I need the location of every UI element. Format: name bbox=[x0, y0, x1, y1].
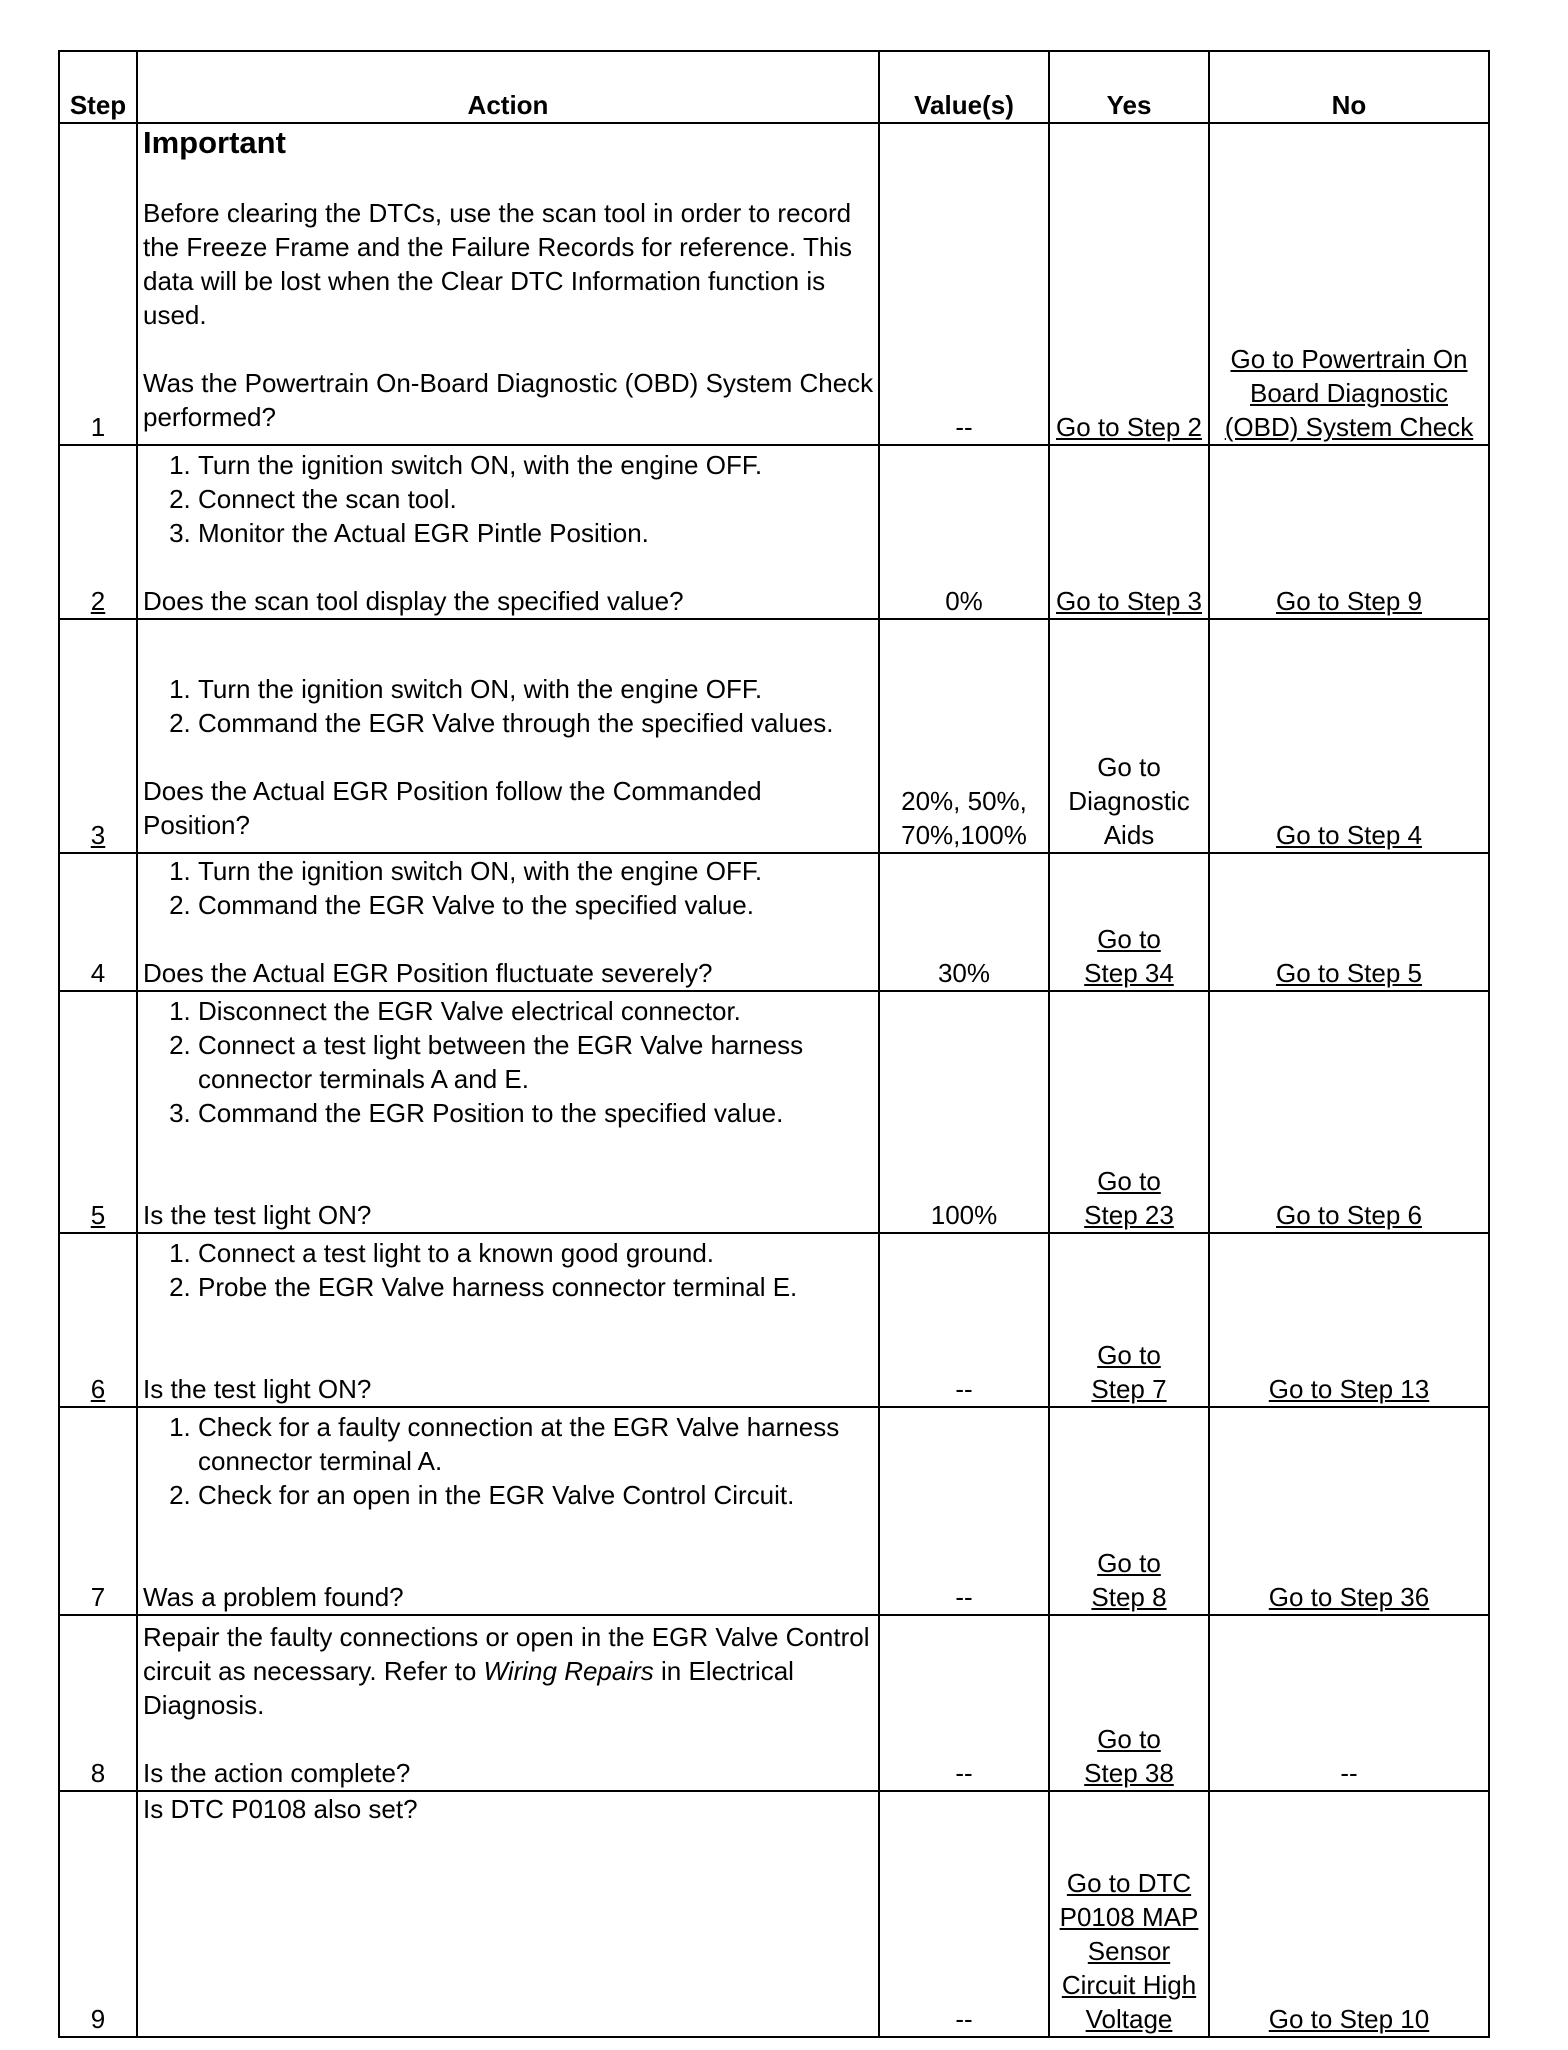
action-cell bbox=[137, 1791, 879, 2037]
action-steps bbox=[143, 1410, 874, 1512]
repair-instructions bbox=[143, 1620, 874, 1722]
step-number: 4 bbox=[59, 853, 137, 991]
step-number-link[interactable]: 2 bbox=[59, 445, 137, 619]
action-cell bbox=[137, 445, 879, 619]
table-header-row bbox=[59, 51, 1489, 123]
no-link[interactable]: Go to Step 36 bbox=[1209, 1407, 1489, 1615]
action-step: 1. Turn the ignition switch ON, with the engine OFF. bbox=[198, 448, 874, 482]
action-steps bbox=[143, 448, 874, 550]
action-step: 3. Monitor the Actual EGR Pintle Position. bbox=[198, 516, 874, 550]
yes-link[interactable]: Go to Step 8 bbox=[1049, 1407, 1209, 1615]
action-steps bbox=[143, 994, 874, 1130]
question-text: Was a problem found? bbox=[143, 1582, 404, 1612]
value-cell: 100% bbox=[879, 991, 1049, 1233]
action-steps bbox=[143, 854, 874, 922]
action-steps bbox=[143, 672, 874, 740]
repair-text-end: in Electrical Diagnosis. bbox=[143, 1656, 794, 1720]
table-row bbox=[59, 619, 1489, 853]
action-step: 1. Check for a faulty connection at the EGR Valve harness connector terminal A. bbox=[198, 1410, 874, 1478]
step-number: 1 bbox=[59, 123, 137, 445]
value-cell: -- bbox=[879, 1791, 1049, 2037]
step-number-link[interactable]: 3 bbox=[59, 619, 137, 853]
table-row bbox=[59, 1791, 1489, 2037]
action-step: 3. Command the EGR Position to the specified value. bbox=[198, 1096, 874, 1130]
action-cell bbox=[137, 991, 879, 1233]
action-step: 2. Command the EGR Valve through the specified values. bbox=[198, 706, 874, 740]
no-link[interactable]: Go to Step 10 bbox=[1209, 1791, 1489, 2037]
action-cell bbox=[137, 123, 879, 445]
action-cell bbox=[137, 853, 879, 991]
table-row bbox=[59, 1407, 1489, 1615]
important-heading: Important bbox=[143, 125, 286, 160]
action-step: 1. Turn the ignition switch ON, with the engine OFF. bbox=[198, 672, 874, 706]
value-cell: -- bbox=[879, 1615, 1049, 1791]
header-no: No bbox=[1209, 51, 1489, 123]
value-cell: -- bbox=[879, 123, 1049, 445]
action-steps bbox=[143, 1236, 874, 1304]
question-text: Was the Powertrain On-Board Diagnostic (OBD) System Check performed? bbox=[143, 368, 874, 432]
yes-link[interactable]: Go to Step 7 bbox=[1049, 1233, 1209, 1407]
step-number: 7 bbox=[59, 1407, 137, 1615]
question-text: Is the action complete? bbox=[143, 1758, 411, 1788]
diagnostic-table-page bbox=[58, 50, 1488, 2038]
table-row bbox=[59, 1615, 1489, 1791]
action-step: 2. Connect a test light between the EGR Valve harness connector terminals A and E. bbox=[198, 1028, 874, 1096]
question-text: Is DTC P0108 also set? bbox=[143, 1794, 418, 1824]
value-cell: -- bbox=[879, 1407, 1049, 1615]
action-step: 2. Probe the EGR Valve harness connector terminal E. bbox=[198, 1270, 874, 1304]
no-link[interactable]: Go to Powertrain On Board Diagnostic (OBD) System Check bbox=[1209, 123, 1489, 445]
yes-link[interactable]: Go to DTC P0108 MAP Sensor Circuit High Voltage bbox=[1049, 1791, 1209, 2037]
header-step: Step bbox=[59, 51, 137, 123]
value-cell: 20%, 50%, 70%,100% bbox=[879, 619, 1049, 853]
repair-text: Repair the faulty connections or open in the EGR Valve Control circuit as necessary. Refer to bbox=[143, 1622, 870, 1686]
step-number: 9 bbox=[59, 1791, 137, 2037]
step-number-link[interactable]: 6 bbox=[59, 1233, 137, 1407]
yes-link[interactable]: Go to Step 3 bbox=[1049, 445, 1209, 619]
important-text: Before clearing the DTCs, use the scan tool in order to record the Freeze Frame and the Failure Records for reference. This data will be lost when the Clear DTC Information function is used. bbox=[143, 198, 853, 330]
yes-link[interactable]: Go to Step 2 bbox=[1049, 123, 1209, 445]
no-link[interactable]: Go to Step 4 bbox=[1209, 619, 1489, 853]
question-text: Is the test light ON? bbox=[143, 1200, 372, 1230]
no-link[interactable]: Go to Step 6 bbox=[1209, 991, 1489, 1233]
question-text: Is the test light ON? bbox=[143, 1374, 372, 1404]
action-cell bbox=[137, 1407, 879, 1615]
question-text: Does the Actual EGR Position fluctuate severely? bbox=[143, 958, 713, 988]
action-cell bbox=[137, 1615, 879, 1791]
table-row bbox=[59, 853, 1489, 991]
action-step: 2. Command the EGR Valve to the specified value. bbox=[198, 888, 874, 922]
header-values: Value(s) bbox=[879, 51, 1049, 123]
yes-link[interactable]: Go to Step 23 bbox=[1049, 991, 1209, 1233]
step-number: 8 bbox=[59, 1615, 137, 1791]
diagnostic-table bbox=[58, 50, 1490, 2038]
table-row bbox=[59, 445, 1489, 619]
action-step: 1. Disconnect the EGR Valve electrical connector. bbox=[198, 994, 874, 1028]
value-cell: 30% bbox=[879, 853, 1049, 991]
action-step: 1. Connect a test light to a known good ground. bbox=[198, 1236, 874, 1270]
table-row bbox=[59, 1233, 1489, 1407]
question-text: Does the Actual EGR Position follow the Commanded Position? bbox=[143, 776, 762, 840]
action-step: 2. Connect the scan tool. bbox=[198, 482, 874, 516]
action-step: 1. Turn the ignition switch ON, with the engine OFF. bbox=[198, 854, 874, 888]
action-step: 2. Check for an open in the EGR Valve Control Circuit. bbox=[198, 1478, 874, 1512]
header-action: Action bbox=[137, 51, 879, 123]
yes-link[interactable]: Go to Step 34 bbox=[1049, 853, 1209, 991]
yes-link[interactable]: Go to Step 38 bbox=[1049, 1615, 1209, 1791]
no-text: -- bbox=[1209, 1615, 1489, 1791]
step-number-link[interactable]: 5 bbox=[59, 991, 137, 1233]
wiring-repairs-reference: Wiring Repairs bbox=[483, 1656, 654, 1686]
no-link[interactable]: Go to Step 13 bbox=[1209, 1233, 1489, 1407]
value-cell: -- bbox=[879, 1233, 1049, 1407]
table-row bbox=[59, 991, 1489, 1233]
no-link[interactable]: Go to Step 9 bbox=[1209, 445, 1489, 619]
action-cell bbox=[137, 619, 879, 853]
yes-text: Go to Diagnostic Aids bbox=[1049, 619, 1209, 853]
header-yes: Yes bbox=[1049, 51, 1209, 123]
no-link[interactable]: Go to Step 5 bbox=[1209, 853, 1489, 991]
action-cell bbox=[137, 1233, 879, 1407]
value-cell: 0% bbox=[879, 445, 1049, 619]
table-row bbox=[59, 123, 1489, 445]
question-text: Does the scan tool display the specified value? bbox=[143, 586, 684, 616]
